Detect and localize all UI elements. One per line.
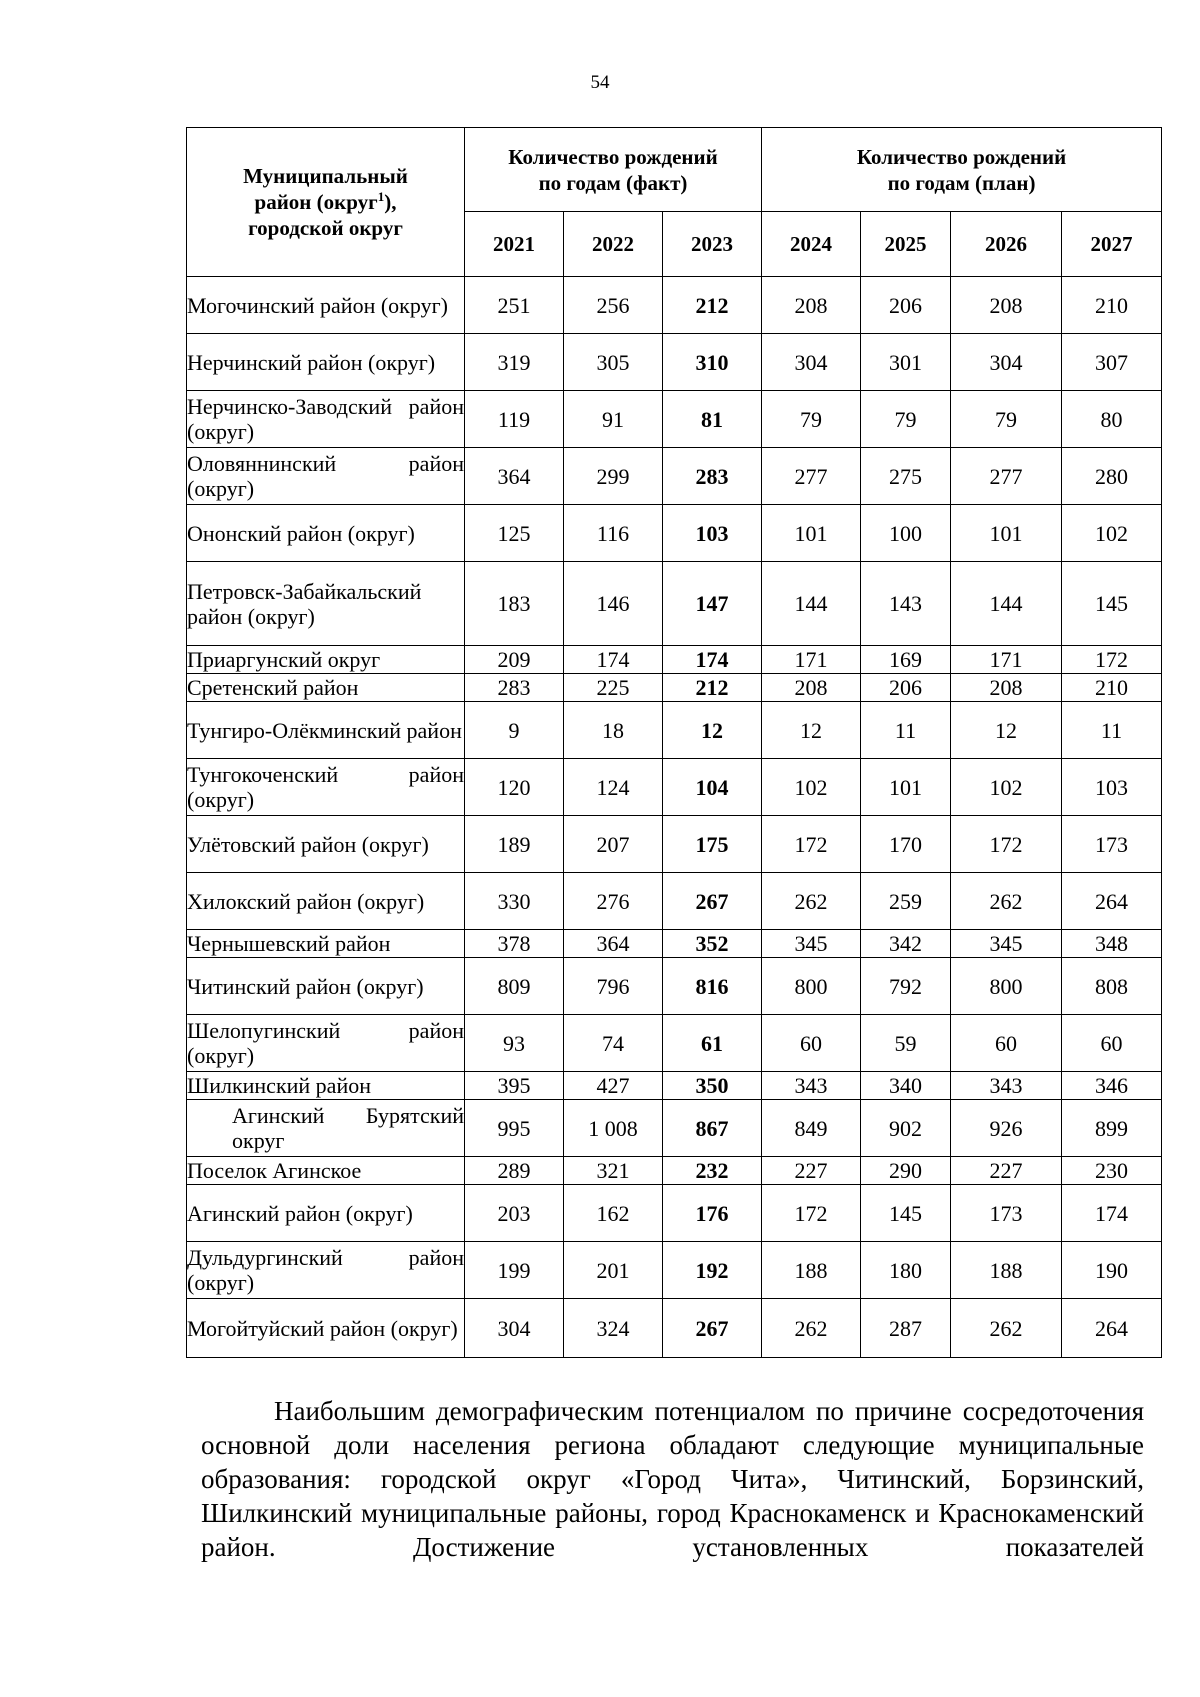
births-value: 183 [465,562,564,646]
births-value: 287 [861,1299,951,1358]
births-value: 345 [951,930,1062,958]
births-value: 283 [663,448,762,505]
births-value: 267 [663,1299,762,1358]
births-value: 172 [951,816,1062,873]
births-value: 80 [1062,391,1162,448]
table-row [187,505,1162,562]
births-value: 145 [861,1185,951,1242]
births-value: 144 [762,562,861,646]
table-row [187,958,1162,1015]
muni-header-line2a: район (округ [254,190,378,214]
births-value: 124 [564,759,663,816]
table-row [187,391,1162,448]
year-header: 2027 [1062,212,1162,277]
births-value: 144 [951,562,1062,646]
births-value: 173 [1062,816,1162,873]
births-value: 174 [1062,1185,1162,1242]
births-value: 172 [1062,646,1162,674]
births-value: 342 [861,930,951,958]
births-value: 173 [951,1185,1062,1242]
year-header: 2024 [762,212,861,277]
births-value: 264 [1062,873,1162,930]
muni-header-line3: городской округ [248,216,403,240]
births-value: 209 [465,646,564,674]
births-value: 995 [465,1100,564,1157]
municipality-name: Чернышевский район [187,930,465,958]
births-value: 180 [861,1242,951,1299]
municipality-name: Хилокский район (округ) [187,873,465,930]
table-row [187,674,1162,702]
births-value: 11 [861,702,951,759]
births-value: 61 [663,1015,762,1072]
births-value: 345 [762,930,861,958]
births-value: 259 [861,873,951,930]
births-value: 101 [762,505,861,562]
births-value: 208 [762,277,861,334]
births-value: 206 [861,674,951,702]
births-value: 809 [465,958,564,1015]
births-value: 395 [465,1072,564,1100]
births-value: 276 [564,873,663,930]
births-value: 305 [564,334,663,391]
births-value: 145 [1062,562,1162,646]
year-header: 2025 [861,212,951,277]
births-value: 304 [465,1299,564,1358]
municipality-name: Нерчинский район (округ) [187,334,465,391]
births-value: 212 [663,277,762,334]
table-row [187,1015,1162,1072]
births-value: 321 [564,1157,663,1185]
births-value: 427 [564,1072,663,1100]
body-paragraph: Наибольшим демографическим потенциалом по причине сосредоточения основной доли населения региона обладают следующие муниципальные образования: городской округ «Город Чита», Читинский, Борзинский, Шилкинский муниципальные районы, город Краснокаменск и Краснокаменский район. Достижение установленных показателей [201,1396,1144,1562]
table-row [187,1242,1162,1299]
municipality-name: Нерчинско-Заводский район (округ) [187,391,465,448]
municipality-name: Ононский район (округ) [187,505,465,562]
births-value: 304 [951,334,1062,391]
municipality-name: Агинский Бурятский округ [187,1100,465,1157]
births-value: 147 [663,562,762,646]
births-value: 1 008 [564,1100,663,1157]
fact-group-header [465,128,762,212]
births-value: 796 [564,958,663,1015]
births-value: 264 [1062,1299,1162,1358]
table-row [187,646,1162,674]
births-value: 103 [663,505,762,562]
municipality-name: Шелопугинский район (округ) [187,1015,465,1072]
births-value: 225 [564,674,663,702]
births-value: 212 [663,674,762,702]
births-value: 262 [762,1299,861,1358]
births-value: 91 [564,391,663,448]
table-row [187,816,1162,873]
births-value: 262 [951,873,1062,930]
table-row [187,1100,1162,1157]
table-row [187,1299,1162,1358]
municipality-name: Поселок Агинское [187,1157,465,1185]
births-value: 926 [951,1100,1062,1157]
births-value: 189 [465,816,564,873]
births-value: 256 [564,277,663,334]
municipality-name: Могочинский район (округ) [187,277,465,334]
births-value: 301 [861,334,951,391]
births-value: 207 [564,816,663,873]
births-value: 192 [663,1242,762,1299]
births-table [186,127,1162,1358]
births-value: 227 [951,1157,1062,1185]
table-row [187,562,1162,646]
births-value: 230 [1062,1157,1162,1185]
municipality-name: Шилкинский район [187,1072,465,1100]
births-value: 330 [465,873,564,930]
year-header: 2026 [951,212,1062,277]
births-value: 792 [861,958,951,1015]
page-number: 54 [590,72,610,93]
table-row [187,448,1162,505]
table-row [187,334,1162,391]
municipality-name: Могойтуйский район (округ) [187,1299,465,1358]
footnote-marker: 1 [377,189,385,204]
births-value: 849 [762,1100,861,1157]
births-value: 12 [663,702,762,759]
births-value: 364 [465,448,564,505]
births-value: 210 [1062,277,1162,334]
year-header: 2022 [564,212,663,277]
births-value: 59 [861,1015,951,1072]
births-value: 208 [762,674,861,702]
births-value: 60 [762,1015,861,1072]
muni-header-line1: Муниципальный [243,164,408,188]
births-value: 176 [663,1185,762,1242]
births-value: 199 [465,1242,564,1299]
births-value: 188 [951,1242,1062,1299]
births-value: 79 [762,391,861,448]
births-value: 262 [762,873,861,930]
births-value: 299 [564,448,663,505]
table-row [187,1157,1162,1185]
births-value: 304 [762,334,861,391]
municipality-column-header [187,128,465,277]
births-value: 172 [762,1185,861,1242]
births-value: 350 [663,1072,762,1100]
births-value: 348 [1062,930,1162,958]
births-value: 102 [951,759,1062,816]
births-value: 340 [861,1072,951,1100]
births-value: 364 [564,930,663,958]
births-value: 816 [663,958,762,1015]
births-value: 800 [762,958,861,1015]
plan-header-line2: по годам (план) [887,170,1036,195]
births-value: 120 [465,759,564,816]
births-value: 170 [861,816,951,873]
births-value: 201 [564,1242,663,1299]
births-value: 169 [861,646,951,674]
births-value: 867 [663,1100,762,1157]
births-value: 208 [951,674,1062,702]
municipality-name: Сретенский район [187,674,465,702]
births-value: 102 [1062,505,1162,562]
municipality-name: Тунгокоченский район (округ) [187,759,465,816]
births-value: 11 [1062,702,1162,759]
municipality-name: Улётовский район (округ) [187,816,465,873]
births-value: 902 [861,1100,951,1157]
births-value: 210 [1062,674,1162,702]
table-row [187,1072,1162,1100]
births-value: 79 [861,391,951,448]
births-value: 227 [762,1157,861,1185]
births-value: 290 [861,1157,951,1185]
fact-header-line2: по годам (факт) [538,170,688,195]
table-row [187,759,1162,816]
births-value: 190 [1062,1242,1162,1299]
births-value: 93 [465,1015,564,1072]
births-value: 262 [951,1299,1062,1358]
births-value: 9 [465,702,564,759]
births-value: 100 [861,505,951,562]
table-row [187,277,1162,334]
births-value: 808 [1062,958,1162,1015]
births-value: 18 [564,702,663,759]
births-value: 12 [951,702,1062,759]
municipality-name: Приаргунский округ [187,646,465,674]
births-value: 60 [951,1015,1062,1072]
births-value: 352 [663,930,762,958]
births-value: 101 [951,505,1062,562]
municipality-name: Читинский район (округ) [187,958,465,1015]
births-value: 800 [951,958,1062,1015]
births-value: 175 [663,816,762,873]
births-value: 162 [564,1185,663,1242]
municipality-name: Петровск-Забайкальский район (округ) [187,562,465,646]
births-value: 343 [951,1072,1062,1100]
births-value: 143 [861,562,951,646]
municipality-name: Тунгиро-Олёкминский район [187,702,465,759]
births-value: 208 [951,277,1062,334]
births-value: 378 [465,930,564,958]
births-value: 74 [564,1015,663,1072]
births-value: 203 [465,1185,564,1242]
municipality-name: Агинский район (округ) [187,1185,465,1242]
births-value: 171 [951,646,1062,674]
births-value: 280 [1062,448,1162,505]
births-value: 79 [951,391,1062,448]
births-value: 289 [465,1157,564,1185]
births-value: 899 [1062,1100,1162,1157]
births-value: 307 [1062,334,1162,391]
births-value: 232 [663,1157,762,1185]
births-value: 343 [762,1072,861,1100]
table-row [187,930,1162,958]
births-value: 277 [762,448,861,505]
births-value: 146 [564,562,663,646]
municipality-name: Оловяннинский район (округ) [187,448,465,505]
births-value: 324 [564,1299,663,1358]
births-value: 275 [861,448,951,505]
births-value: 206 [861,277,951,334]
table-row [187,1185,1162,1242]
births-value: 188 [762,1242,861,1299]
births-value: 81 [663,391,762,448]
births-value: 283 [465,674,564,702]
year-header: 2021 [465,212,564,277]
fact-header-line1: Количество рождений [508,144,718,169]
births-value: 174 [663,646,762,674]
year-header: 2023 [663,212,762,277]
births-value: 12 [762,702,861,759]
births-value: 277 [951,448,1062,505]
plan-group-header [762,128,1162,212]
plan-header-line1: Количество рождений [856,144,1067,169]
births-value: 119 [465,391,564,448]
births-value: 346 [1062,1072,1162,1100]
muni-header-line2b: ), [384,190,397,214]
table-row [187,873,1162,930]
births-value: 319 [465,334,564,391]
births-value: 310 [663,334,762,391]
births-value: 251 [465,277,564,334]
births-value: 171 [762,646,861,674]
municipality-name: Дульдургинский район (округ) [187,1242,465,1299]
births-value: 102 [762,759,861,816]
births-value: 174 [564,646,663,674]
births-value: 104 [663,759,762,816]
births-value: 267 [663,873,762,930]
births-value: 172 [762,816,861,873]
births-value: 116 [564,505,663,562]
births-value: 60 [1062,1015,1162,1072]
table-row [187,702,1162,759]
births-value: 125 [465,505,564,562]
births-value: 103 [1062,759,1162,816]
births-value: 101 [861,759,951,816]
